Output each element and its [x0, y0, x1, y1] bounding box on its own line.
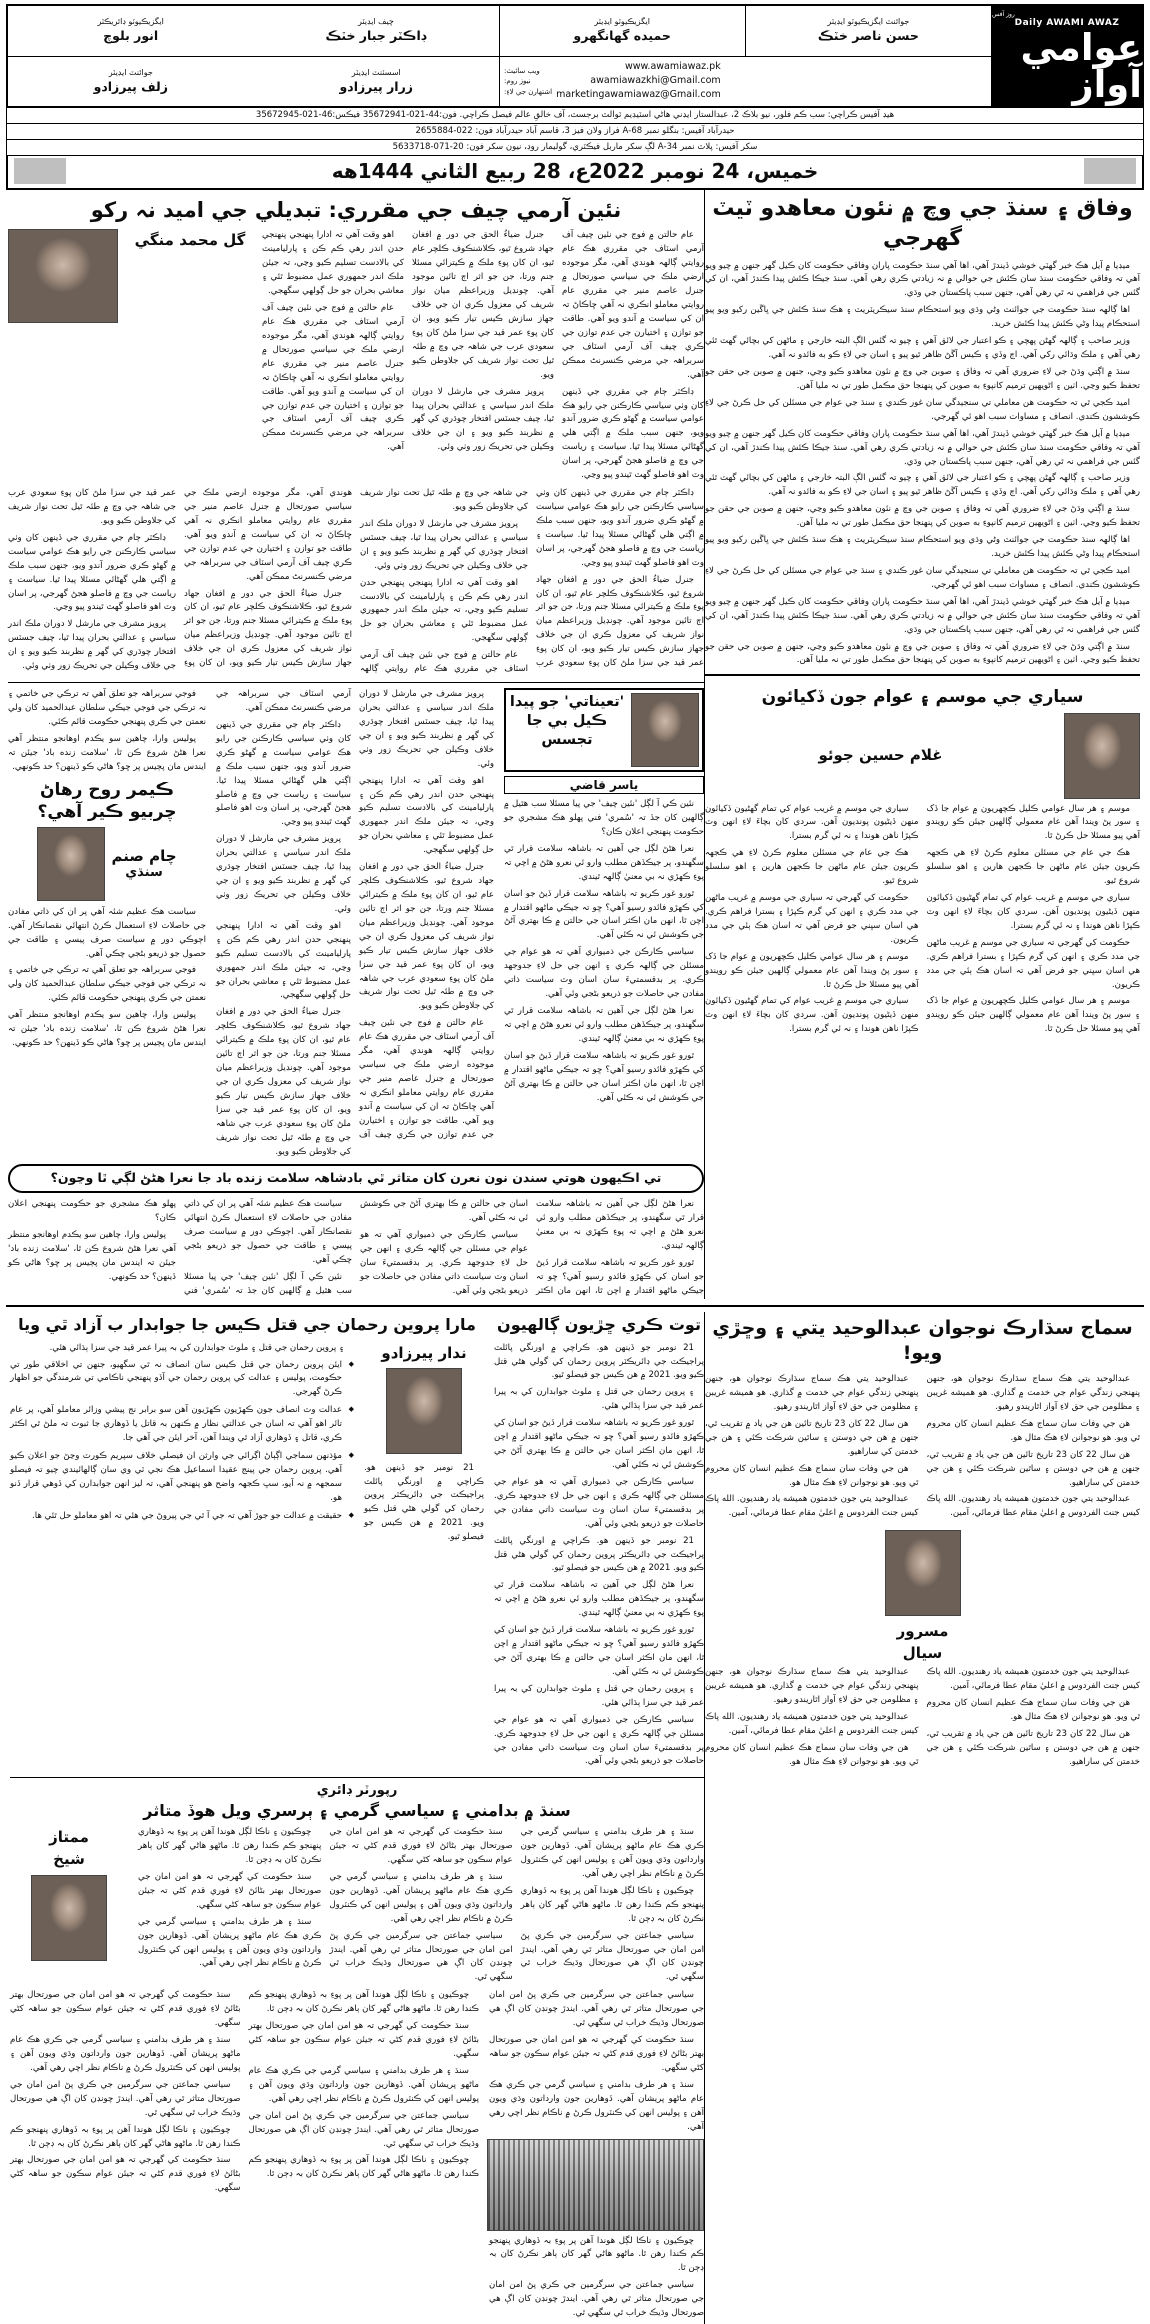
staff-name: ڊاڪٽر جبار خٽڪ [325, 28, 427, 44]
newsroom-email[interactable]: awamiawazkhi@Gmail.com [590, 75, 721, 87]
marketing-email[interactable]: marketingawamiawaz@Gmail.com [556, 89, 721, 101]
dateline-text: خميس، 24 نومبر 2022ع، 28 ربيع الثاني 1444هه [331, 159, 819, 184]
siyari-author-photo [1064, 713, 1140, 799]
reporter-author-photo [31, 1875, 107, 1961]
parveen-subject-photo [386, 1368, 462, 1454]
list-item: ◆ عدالت وٽ انصاف جون ڪهڙيون ڪهڙيون آهن سو برابر نج پيشي وزائر معاملو آهي، پر عام تائر اهو آهي تہ اسان جي عدالتي نظار ۾ ڪنهن بہ قاتل يا ڏوهاري جا ثبوت تہ ملڻ ٿي اڪثر ڪري، قاتل ۽ ڏوهاري آزاد ٿي ويندا آهن، آخر ايئن جي آهي جا. [10, 1404, 354, 1446]
ruh-byline-line1: چام صنم [111, 846, 177, 865]
wafaq-body: ميڊيا ۾ آيل هڪ خبر گهٽي خوشي ڏيندڙ آهي، اها آهي سنڌ حڪومت پاران وفاقي حڪومت کان ڪيل گهر جنهن ۾ چيو ويو آهي تہ وفاقي حڪومت سنڌ سان ڪئش جي حوالي ۾ نہ زيادتي ڪري رهي آهي. سنڌ جيڪا ڪئش پيدا ڪندڙ آهي، ان کي گئس جي فراهمي نہ ٿي رهي آهي، جنهن سبب پاڪستان جي وڌي. اها ڳالھہ سنڌ حڪومت جي جوائنٽ وڻي وڌي ويو استحڪام سنڌ سيڪريٽريٽ ۽ هڪ سنڌ ڪئش جي ڀاڱين رکيو ويو پيو استحڪام پيدا وڻي ڪئش پيدا ڪئش خريد. وزير صاحب ۽ ڳالھہ گهڻن پهچي ۽ ڪو اعتبار جي لائق آهي ۽ چيو تہ گئس الڳ البتہ خارجي ۽ ماڻهن کي بچائي گهٽ ٿئي رهي آهي ۽ ملڪ وڌائي رکي آهي. اڄ وڏي ۽ ڪيس آڱڻ ظاهر ٿيو پيو ۽ اسان جي لاءِ ڪو به فائدو نہ آهي. سنڌ ۾ اڳتي وڌڻ جي لاءِ ضروري آهي تہ وفاق ۽ صوبن جي وچ ۾ نئون معاهدو ڪيو وڃي، جنهن ۾ صوبن جي حقن جو تحفظ ڪيو وڃي. اٺين ۽ اڻويهين ترميم کانپوءِ به صوبن کي پنهنجا حق مڪمل طور تي نہ مليا آهن. اميد ڪجي ٿي تہ حڪومت هن معاملي تي سنجيدگي سان غور ڪندي ۽ سنڌ جي عوام جي مسئلن کي حل ڪرڻ جي لاءِ ڪوششون ڪندي. انصاف ۽ مساوات سبب اهو ئي گهرجي. ميڊيا ۾ آيل هڪ خبر گهٽي خوشي ڏيندڙ آهي، اها آهي سنڌ حڪومت پاران وفاقي حڪومت کان ڪيل گهر جنهن ۾ چيو ويو آهي تہ وفاقي حڪومت سنڌ سان ڪئش جي حوالي ۾ نہ زيادتي ڪري رهي آهي. سنڌ جيڪا ڪئش پيدا ڪندڙ آهي، ان کي گئس جي فراهمي نہ ٿي رهي آهي، جنهن سبب پاڪستان جي وڌي. وزير صاحب ۽ ڳالھہ گهڻن پهچي ۽ ڪو اعتبار جي لائق آهي ۽ چيو تہ گئس الڳ البتہ خارجي ۽ ماڻهن کي بچائي گهٽ ٿئي رهي آهي ۽ ملڪ وڌائي رکي آهي. اڄ وڏي ۽ ڪيس آڱڻ ظاهر ٿيو پيو ۽ اسان جي لاءِ ڪو به فائدو نہ آهي. سنڌ ۾ اڳتي وڌڻ جي لاءِ ضروري آهي تہ وفاق ۽ صوبن جي وچ ۾ نئون معاهدو ڪيو وڃي، جنهن ۾ صوبن جي حقن جو تحفظ ڪيو وڃي. اٺين ۽ اڻويهين ترميم کانپوءِ به صوبن کي پنهنجا حق مڪمل طور تي نہ مليا آهن. اها ڳالھہ سنڌ حڪومت جي جوائنٽ وڻي وڌي ويو استحڪام سنڌ سيڪريٽريٽ ۽ هڪ سنڌ ڪئش جي ڀاڱين رکيو ويو پيو استحڪام پيدا وڻي ڪئش پيدا ڪئش خريد. اميد ڪجي ٿي تہ حڪومت هن معاملي تي سنجيدگي سان غور ڪندي ۽ سنڌ جي عوام جي مسئلن کي حل ڪرڻ جي لاءِ ڪوششون ڪندي. انصاف ۽ مساوات سبب اهو ئي گهرجي. ميڊيا ۾ آيل هڪ خبر گهٽي خوشي ڏيندڙ آهي، اها آهي سنڌ حڪومت پاران وفاقي حڪومت کان ڪيل گهر جنهن ۾ چيو ويو آهي تہ وفاقي حڪومت سنڌ سان ڪئش جي حوالي ۾ نہ زيادتي ڪري رهي آهي. سنڌ جيڪا ڪئش پيدا ڪندڙ آهي، ان کي گئس جي فراهمي نہ ٿي رهي آهي، جنهن سبب پاڪستان جي وڌي. سنڌ ۾ اڳتي وڌڻ جي لاءِ ضروري آهي تہ وفاق ۽ صوبن جي وچ ۾ نئون معاهدو ڪيو وڃي، جنهن ۾ صوبن جي حقن جو تحفظ ڪيو وڃي. اٺين ۽ اڻويهين ترميم کانپوءِ به صوبن کي پنهنجا حق مڪمل طور تي نہ مليا آهن. [705, 260, 1140, 666]
masthead-urdu-title: عوامي آواز [1020, 25, 1142, 106]
parveen-byline: ندار پيرزادو [381, 1343, 467, 1362]
bottom-left-area [6, 1312, 704, 2324]
parveen-body-a: 21 نومبر جو ڏينهن هو. ڪراچي ۾ اورنگي پائلٽ پراجيڪٽ جي ڊائريڪٽر پروين رحمان کي گولي هڻي قتل ڪيو ويو. 2021 ۾ هن ڪيس جو فيصلو ٿيو. [364, 1462, 484, 1543]
divider [8, 682, 704, 683]
reporter-body: سنڌ ۽ هر طرف بدامني ۽ سياسي گرمي جي ڪري هڪ عام ماڻهو پريشان آهي. ڏوهارين جون وارداتون وڌي ويون آهن ۽ پوليس انهن کي ڪنٽرول ڪرڻ ۾ ناڪام نظر اچي رهي آهي. چوڪيون ۽ ناڪا لڳل هوندا آهن پر پوءِ بہ ڏوهاري پنهنجو ڪم ڪندا رهن ٿا. ماڻهو هاڻي گهر کان ٻاهر نڪرڻ کان بہ ڊڄن ٿا. سياسي جماعتن جي سرگرمين جي ڪري پڻ امن امان جي صورتحال متاثر ٿي رهي آهي. ايندڙ چونڊن کان اڳ هي صورتحال وڌيڪ خراب ٿي سگهي ٿي. سنڌ حڪومت کي گهرجي تہ هو امن امان جي صورتحال بهتر بڻائڻ لاءِ فوري قدم کڻي تہ جيئن عوام سڪون جو ساھہ کڻي سگهي. سنڌ ۽ هر طرف بدامني ۽ سياسي گرمي جي ڪري هڪ عام ماڻهو پريشان آهي. ڏوهارين جون وارداتون وڌي ويون آهن ۽ پوليس انهن کي ڪنٽرول ڪرڻ ۾ ناڪام نظر اچي رهي آهي. سياسي جماعتن جي سرگرمين جي ڪري پڻ امن امان جي صورتحال متاثر ٿي رهي آهي. ايندڙ چونڊن کان اڳ هي صورتحال وڌيڪ خراب ٿي سگهي ٿي. چوڪيون ۽ ناڪا لڳل هوندا آهن پر پوءِ بہ ڏوهاري پنهنجو ڪم ڪندا رهن ٿا. ماڻهو هاڻي گهر کان ٻاهر نڪرڻ کان بہ ڊڄن ٿا. سنڌ حڪومت کي گهرجي تہ هو امن امان جي صورتحال بهتر بڻائڻ لاءِ فوري قدم کڻي تہ جيئن عوام سڪون جو ساھہ کڻي سگهي. سنڌ ۽ هر طرف بدامني ۽ سياسي گرمي جي ڪري هڪ عام ماڻهو پريشان آهي. ڏوهارين جون وارداتون وڌي ويون آهن ۽ پوليس انهن کي ڪنٽرول ڪرڻ ۾ ناڪام نظر اچي رهي آهي. [138, 1827, 704, 1983]
office-sukkur: سکر آفيس: پلاٽ نمبر 34-A لڳ سکر ماربل فيڪٽري، گوليمار روڊ، نيون سکر فون: 20-071-5633718 [392, 142, 758, 153]
staff-exec-director [8, 6, 253, 56]
staff-joint-exec-editor [746, 6, 992, 56]
left-center-area [6, 190, 704, 1299]
samaj-byline-line2: سيال [902, 1644, 943, 1663]
staff-name: انور بلوچ [103, 28, 159, 44]
siyari-body: موسم ۽ هر سال عوامي ڪليل ڪچهريون ۾ عوام جا ڏک ۽ سور پڻ ويندا آهن عام معمولي ڳالھين جيئن ڪو رويندو آهي پيو مسئلا حل ڪرڻ ٿا. هڪ جي عام جي مسئلن معلوم ڪرڻ لاءِ هي ڪجهہ ڪريون جيئن عام ماڻهن جا ڪجهن هارين ۽ اهو سلسلو شروع ٿيو. سياري جي موسم ۾ غريب عوام کي تمام گهڻيون ڏکيائون منهن ڏيڻيون پونديون آهن. سردي کان بچاءَ لاءِ انهن وٽ ڪپڙا ناهن هوندا ۽ نہ ئي گرم بسترا. حڪومت کي گهرجي تہ سياري جي موسم ۾ غريب ماڻهن جي مدد ڪري ۽ انهن کي گرم ڪپڙا ۽ بسترا فراهم ڪري. هي اسان سڀني جو فرض آهي تہ اسان هڪ ٻئي جي مدد ڪريون. موسم ۽ هر سال عوامي ڪليل ڪچهريون ۾ عوام جا ڏک ۽ سور پڻ ويندا آهن عام معمولي ڳالھين جيئن ڪو رويندو آهي پيو مسئلا حل ڪرڻ ٿا. سياري جي موسم ۾ غريب عوام کي تمام گهڻيون ڏکيائون منهن ڏيڻيون پونديون آهن. سردي کان بچاءَ لاءِ انهن وٽ ڪپڙا ناهن هوندا ۽ نہ ئي گرم بسترا. هڪ جي عام جي مسئلن معلوم ڪرڻ لاءِ هي ڪجهہ ڪريون جيئن عام ماڻهن جا ڪجهن هارين ۽ اهو سلسلو شروع ٿيو. حڪومت کي گهرجي تہ سياري جي موسم ۾ غريب ماڻهن جي مدد ڪري ۽ انهن کي گرم ڪپڙا ۽ بسترا فراهم ڪري. هي اسان سڀني جو فرض آهي تہ اسان هڪ ٻئي جي مدد ڪريون. موسم ۽ هر سال عوامي ڪليل ڪچهريون ۾ عوام جا ڏک ۽ سور پڻ ويندا آهن عام معمولي ڳالھين جيئن ڪو رويندو آهي پيو مسئلا حل ڪرڻ ٿا. سياري جي موسم ۾ غريب عوام کي تمام گهڻيون ڏکيائون منهن ڏيڻيون پونديون آهن. سردي کان بچاءَ لاءِ انهن وٽ ڪپڙا ناهن هوندا ۽ نہ ئي گرم بسترا. [705, 803, 1140, 1035]
website-url[interactable]: www.awamiawaz.pk [624, 60, 721, 72]
reporter-body-col-a: سياسي جماعتن جي سرگرمين جي ڪري پڻ امن امان جي صورتحال متاثر ٿي رهي آهي. ايندڙ چونڊن کان اڳ هي صورتحال وڌيڪ خراب ٿي سگهي ٿي. سنڌ حڪومت کي گهرجي تہ هو امن امان جي صورتحال بهتر بڻائڻ لاءِ فوري قدم کڻي تہ جيئن عوام سڪون جو ساھہ کڻي سگهي. سنڌ ۽ هر طرف بدامني ۽ سياسي گرمي جي ڪري هڪ عام ماڻهو پريشان آهي. ڏوهارين جون وارداتون وڌي ويون آهن ۽ پوليس انهن کي ڪنٽرول ڪرڻ ۾ ناڪام نظر اچي رهي آهي. چوڪيون ۽ ناڪا لڳل هوندا آهن پر پوءِ بہ ڏوهاري پنهنجو ڪم ڪندا رهن ٿا. ماڻهو هاڻي گهر کان ٻاهر نڪرڻ کان بہ ڊڄن ٿا. سياسي جماعتن جي سرگرمين جي ڪري پڻ امن امان جي صورتحال متاثر ٿي رهي آهي. ايندڙ چونڊن کان اڳ هي صورتحال وڌيڪ خراب ٿي سگهي ٿي. [489, 1990, 704, 2319]
staff-name: حميده گهانگهرو [573, 28, 671, 44]
staff-name: زلف پيرزادو [93, 78, 168, 94]
staff-name: زرار پيرزادو [339, 78, 413, 94]
wafaq-headline: وفاق ۽ سنڌ جي وچ ۾ نئون معاهدو ٽيٽ گهرجي [712, 196, 1133, 251]
staff-joint-editor [8, 57, 254, 107]
reporter-byline-line1: ممتاز [49, 1828, 89, 1847]
tayinati-body: نئين ڪي آ لڳل 'نئين چيف' جي پيا مسئلا سب هٿيل ۾ ڳالھين کان جڏ تہ 'سُمري' فني پهلو هڪ مشجري جو حڪومت پنهنجي اعلان ڪان؟ نعرا هڻڻ لڳل جي آهين تہ باشاھہ سلامت قرار ٿي سگهندو، پر جيڪڏهن مطلب وارو ئي نعرو هڻڻ ۾ اچي تہ پوءِ ڪهڙي نہ بي معنيٰ ڳالھہ ٿيندي. ٿورو غور ڪريو تہ باشاھہ سلامت قرار ڏيڻ جو اسان کي ڪهڙو فائدو رسيو آهي؟ ڇو تہ جيڪي ماڻهو اقتدار ۾ اچن ٿا، انهن مان اڪثر اسان جي حالتن ۾ ڪا بهتري آڻڻ جي ڪوشش ئي نہ ڪئي آهي. سياسي ڪارڪن جي ذميواري آهي تہ هو عوام جي مسئلن جي ڳالھہ ڪري ۽ انهن جي حل لاءِ جدوجهد ڪري. پر بدقسمتيءَ سان اسان وٽ سياست ذاتي مفادن جي حاصلات جو ذريعو بڻجي وئي آهي. نعرا هڻڻ لڳل جي آهين تہ باشاھہ سلامت قرار ٿي سگهندو، پر جيڪڏهن مطلب وارو ئي نعرو هڻڻ ۾ اچي تہ پوءِ ڪهڙي نہ بي معنيٰ ڳالھہ ٿيندي. ٿورو غور ڪريو تہ باشاھہ سلامت قرار ڏيڻ جو اسان کي ڪهڙو فائدو رسيو آهي؟ ڇو تہ جيڪي ماڻهو اقتدار ۾ اچن ٿا، انهن مان اڪثر اسان جي حالتن ۾ ڪا بهتري آڻڻ جي ڪوشش ئي نہ ڪئي آهي. [504, 799, 704, 1103]
siyari-headline: سياري جي موسم ۽ عوام جون ڏکيائون [761, 687, 1084, 708]
ruh-headline-line1: ڪيمر روح رهاڻ [39, 779, 175, 800]
masthead-logo [992, 6, 1142, 106]
staff-role: ايگزيڪيوٽو ڊائريڪٽر [97, 17, 164, 27]
tot-body: 21 نومبر جو ڏينهن هو. ڪراچي ۾ اورنگي پائلٽ پراجيڪٽ جي ڊائريڪٽر پروين رحمان کي گولي هڻي قتل ڪيو ويو. 2021 ۾ هن ڪيس جو فيصلو ٿيو. ۽ پروين رحمان جي قتل ۽ ملوث جوابدارن کي بہ پيرا عمر قيد جي سزا ٻڌائي هئي. ٿورو غور ڪريو تہ باشاھہ سلامت قرار ڏيڻ جو اسان کي ڪهڙو فائدو رسيو آهي؟ ڇو تہ جيڪي ماڻهو اقتدار ۾ اچن ٿا، انهن مان اڪثر اسان جي حالتن ۾ ڪا بهتري آڻڻ جي ڪوشش ئي نہ ڪئي آهي. سياسي ڪارڪن جي ذميواري آهي تہ هو عوام جي مسئلن جي ڳالھہ ڪري ۽ انهن جي حل لاءِ جدوجهد ڪري. پر بدقسمتيءَ سان اسان وٽ سياست ذاتي مفادن جي حاصلات جو ذريعو بڻجي وئي آهي. 21 نومبر جو ڏينهن هو. ڪراچي ۾ اورنگي پائلٽ پراجيڪٽ جي ڊائريڪٽر پروين رحمان کي گولي هڻي قتل ڪيو ويو. 2021 ۾ هن ڪيس جو فيصلو ٿيو. نعرا هڻڻ لڳل جي آهين تہ باشاھہ سلامت قرار ٿي سگهندو، پر جيڪڏهن مطلب وارو ئي نعرو هڻڻ ۾ اچي تہ پوءِ ڪهڙي نہ بي معنيٰ ڳالھہ ٿيندي. ٿورو غور ڪريو تہ باشاھہ سلامت قرار ڏيڻ جو اسان کي ڪهڙو فائدو رسيو آهي؟ ڇو تہ جيڪي ماڻهو اقتدار ۾ اچن ٿا، انهن مان اڪثر اسان جي حالتن ۾ ڪا بهتري آڻڻ جي ڪوشش ئي نہ ڪئي آهي. ۽ پروين رحمان جي قتل ۽ ملوث جوابدارن کي بہ پيرا عمر قيد جي سزا ٻڌائي هئي. سياسي ڪارڪن جي ذميواري آهي تہ هو عوام جي مسئلن جي ڳالھہ ڪري ۽ انهن جي حل لاءِ جدوجهد ڪري. پر بدقسمتيءَ سان اسان وٽ سياست ذاتي مفادن جي حاصلات جو ذريعو بڻجي وئي آهي. [494, 1342, 704, 1767]
masthead-contact-labels: ويب سائيٽ: نيوز روم: اشتهارن جي لاءِ: [504, 66, 553, 96]
reporter-photo-crowd [487, 2139, 704, 2231]
middle-body: پرويز مشرف جي مارشل لا دوران ملڪ اندر سياسي ۽ عدالتي بحران پيدا ٿيا، چيف جسٽس افتخار چوڌري کي گهر ۾ نظربند ڪيو ويو ۽ ان جي خلاف وڪيلن جي تحريڪ زور وٺي وئي. اهو وقت آهي تہ ادارا پنهنجي پنهنجي حدن اندر رهي ڪم ڪن ۽ پارليامينٽ کي بالادست تسليم ڪيو وڃي، تہ جيئن ملڪ اندر جمهوري عمل مضبوط ٿئي ۽ معاشي بحران جو حل ڳولهي سگهجي. جنرل ضياءُ الحق جي دور ۾ افغان جهاد شروع ٿيو، ڪلاشنڪوف ڪلچر عام ٿيو، ان کان پوءِ ملڪ ۾ ڪيترائي مسئلا جنم ورتا، جن جو اثر اڄ تائين موجود آهي. چونڊيل وزيراعظم ميان نواز شريف کي معزول ڪري ان جي خلاف جهاز سازش ڪيس تيار ڪيو ويو، ان کان پوءِ عمر قيد جي سزا ملڻ کان پوءِ سعودي عرب جي شاھہ جي وچ ۾ طئہ ٿيل تحت نواز شريف کي جلاوطن ڪيو ويو. عام حالتن ۾ فوج جي نئين چيف آف آرمي اسٽاف جي مقرري هڪ عام روايتي ڳالھہ هوندي آهي، مگر موجوده ارضي ملڪ جي سياسي صورتحال ۾ جنرل عاصم منير جي مقرري عام روايتي معاملو انڪري نہ آهي ڇاڪاڻ تہ ان کي سياست ۾ آندو ويو آهي. طاقت جو توازن ۽ اختيارن جي عدم توازن جي ڪري چيف آف آرمي اسٽاف جي سربراهہ جي مرضي ڪنسرنٹ ممڪن آهي. ڊاڪٽر ڄام جي مقرري جي ڏينهن کان وٺي سياسي ڪارڪنن جي رايو هڪ عوامي سياست ۾ گهڻو ڪري ضرور آندو ويو، جنهن سبب ملڪ ۾ اڳتي هلي گهڻائي مسئلا پيدا ٿيا. سياست ۽ رياست جي وچ ۾ فاصلو هجڻ گهرجي، پر اسان وٽ اهو فاصلو گهٽ ٿيندو پيو وڃي. پرويز مشرف جي مارشل لا دوران ملڪ اندر سياسي ۽ عدالتي بحران پيدا ٿيا، چيف جسٽس افتخار چوڌري کي گهر ۾ نظربند ڪيو ويو ۽ ان جي خلاف وڪيلن جي تحريڪ زور وٺي وئي. اهو وقت آهي تہ ادارا پنهنجي پنهنجي حدن اندر رهي ڪم ڪن ۽ پارليامينٽ کي بالادست تسليم ڪيو وڃي، تہ جيئن ملڪ اندر جمهوري عمل مضبوط ٿئي ۽ معاشي بحران جو حل ڳولهي سگهجي. جنرل ضياءُ الحق جي دور ۾ افغان جهاد شروع ٿيو، ڪلاشنڪوف ڪلچر عام ٿيو، ان کان پوءِ ملڪ ۾ ڪيترائي مسئلا جنم ورتا، جن جو اثر اڄ تائين موجود آهي. چونڊيل وزيراعظم ميان نواز شريف کي معزول ڪري ان جي خلاف جهاز سازش ڪيس تيار ڪيو ويو، ان کان پوءِ عمر قيد جي سزا ملڻ کان پوءِ سعودي عرب جي شاھہ جي وچ ۾ طئہ ٿيل تحت نواز شريف کي جلاوطن ڪيو ويو. [216, 689, 494, 1157]
ruh-headline-line2: چربيو ڪير آهي؟ [37, 801, 177, 822]
masthead-english-title: Daily AWAMI AWAZ [1014, 17, 1120, 28]
samaj-body-bottom: عبدالوحيد يتي جون خدمتون هميشه ياد رهنديون. الله پاڪ کيس جنت الفردوس ۾ اعليٰ مقام عطا فرمائي، آمين. هن جي وفات سان سماج هڪ عظيم انسان کان محروم ٿي ويو. هو نوجوانن لاءِ هڪ مثال هو. هن سال 22 کان 23 تاريخ تائين هن جي ياد ۾ تقريب ٿي، جنهن ۾ هن جي دوستن ۽ ساٿين شرڪت ڪئي ۽ هن جي خدمتن کي ساراهيو. عبدالوحيد يتي هڪ سماج سڌارڪ نوجوان هو، جنهن پنهنجي زندگي عوام جي خدمت ۾ گذاري. هو هميشه غريبن ۽ مظلومن جي حق لاءِ آواز اٿاريندو رهيو. عبدالوحيد يتي جون خدمتون هميشه ياد رهنديون. الله پاڪ کيس جنت الفردوس ۾ اعليٰ مقام عطا فرمائي، آمين. هن جي وفات سان سماج هڪ عظيم انسان کان محروم ٿي ويو. هو نوجوانن لاءِ هڪ مثال هو. [705, 1667, 1140, 1767]
office-addresses [6, 108, 1144, 156]
pull-quote: تي اڪيهون هوتي سندن نون نعرن کان متاثر ٿي بادشاھہ سلامت زنده باد جا نعرا هڻڻ لڳي ٿا وڃون؟ [8, 1164, 704, 1193]
siyari-byline: غلام حسين جوئو [818, 745, 943, 764]
staff-assistant-editor [254, 57, 501, 107]
masthead-contact-values [556, 60, 721, 103]
bottom-right-column [704, 1312, 1144, 2324]
reporter-headline: سنڌ ۾ بدامني ۽ سياسي گرمي ۽ ٻرسري ويل هوڏ متاثر [143, 1801, 571, 1821]
right-column [704, 190, 1144, 1299]
lead-author-photo [8, 229, 118, 323]
staff-role: جوائنٽ ايڊيٽر [108, 67, 153, 77]
ruh-body: سياست هڪ عظيم شئہ آهي پر ان کي ذاتي مفادن جي حاصلات لاءِ استعمال ڪرڻ انتهائي نقصانڪار آهي. اڄوڪي دور ۾ سياست صرف پيسي ۽ طاقت جي حصول جو ذريعو بڻجي چڪي آهي. فوجي سربراھہ جو تعلق آهي تہ ترڪي جي خاتمي ۽ نہ ترڪي جي فوجي جيڪي سلطان عبدالحميد کان ولي نعمتن جي ڪري پنهنجي حڪومت قائم ڪئي. پوليس وارا، چاهين سو يڪدم اوهانجو منتظر آهي نعرا هڻڻ شروع ڪن ٿا، 'سلامت زنده باد' جيئن تہ ايندس مان پڄيس پر ڇو؟ هاڻي ڪو ڏينهن؟ حد ڪونهي. [8, 906, 206, 1049]
staff-role: جوائنٽ ايگزيڪيوٽو ايڊيٽر [827, 17, 910, 27]
staff-chief-editor [253, 6, 499, 56]
samaj-headline: سماج سڌارڪ نوجوان عبدالوحيد يتي ۽ وڇڙي ويو! [712, 1316, 1133, 1365]
lead-headline: نئين آرمي چيف جي مقرري: تبديلي جي اميد نہ رکو [90, 198, 622, 223]
staff-role: اسسٽنٽ ايڊيٽر [351, 67, 401, 77]
staff-name: حسن ناصر خٽڪ [817, 28, 919, 44]
office-karachi: هيڊ آفيس ڪراچي: سب ڪم فلور، نيو بلاڪ 2، عبدالستار ايڊني هاڻي اسٽيڊيم ٽوالٽ برجسٽ، آف خالقِ عالم فيصل ڪراچي. فون:44-021-35672941 فيڪس:46-021-35672945 [7, 108, 1143, 124]
dateline-shade-left [14, 158, 66, 184]
samaj-byline-line1: مسرور [896, 1622, 949, 1641]
divider [705, 674, 1140, 676]
staff-exec-editor [500, 6, 746, 56]
ruh-byline-line2: سنڌي [125, 864, 163, 880]
staff-role: ايگزيڪيوٽو ايڊيٽر [594, 17, 650, 27]
masthead-staff-row-1 [8, 6, 992, 56]
tayinati-author-photo [631, 693, 699, 767]
ruh-lead-body: فوجي سربراھہ جو تعلق آهي تہ ترڪي جي خاتمي ۽ نہ ترڪي جي فوجي جيڪي سلطان عبدالحميد کان ولي نعمتن جي ڪري پنهنجي حڪومت قائم ڪئي. پوليس وارا، چاهين سو يڪدم اوهانجو منتظر آهي نعرا هڻڻ شروع ڪن ٿا، 'سلامت زنده باد' جيئن تہ ايندس مان پڄيس پر ڇو؟ هاڻي ڪو ڏينهن؟ حد ڪونهي. [8, 689, 206, 772]
ruh-author-photo [37, 827, 105, 901]
tot-headline: توت ڪري ڇڙيون ڳالهيون [497, 1314, 701, 1334]
reporter-byline-line2: شيخ [53, 1850, 85, 1869]
parveen-body-b: ۽ پروين رحمان جي قتل ۽ ملوث جوابدارن کي بہ پيرا عمر قيد جي سزا ٻڌائي هئي. [49, 1342, 344, 1353]
parveen-bullet-list [10, 1359, 354, 1524]
samaj-body-top: عبدالوحيد يتي هڪ سماج سڌارڪ نوجوان هو، جنهن پنهنجي زندگي عوام جي خدمت ۾ گذاري. هو هميشه غريبن ۽ مظلومن جي حق لاءِ آواز اٿاريندو رهيو. هن جي وفات سان سماج هڪ عظيم انسان کان محروم ٿي ويو. هو نوجوانن لاءِ هڪ مثال هو. هن سال 22 کان 23 تاريخ تائين هن جي ياد ۾ تقريب ٿي، جنهن ۾ هن جي دوستن ۽ ساٿين شرڪت ڪئي ۽ هن جي خدمتن کي ساراهيو. عبدالوحيد يتي جون خدمتون هميشه ياد رهنديون. الله پاڪ کيس جنت الفردوس ۾ اعليٰ مقام عطا فرمائي، آمين. عبدالوحيد يتي هڪ سماج سڌارڪ نوجوان هو، جنهن پنهنجي زندگي عوام جي خدمت ۾ گذاري. هو هميشه غريبن ۽ مظلومن جي حق لاءِ آواز اٿاريندو رهيو. هن سال 22 کان 23 تاريخ تائين هن جي ياد ۾ تقريب ٿي، جنهن ۾ هن جي دوستن ۽ ساٿين شرڪت ڪئي ۽ هن جي خدمتن کي ساراهيو. هن جي وفات سان سماج هڪ عظيم انسان کان محروم ٿي ويو. هو نوجوانن لاءِ هڪ مثال هو. عبدالوحيد يتي جون خدمتون هميشه ياد رهنديون. الله پاڪ کيس جنت الفردوس ۾ اعليٰ مقام عطا فرمائي، آمين. [705, 1374, 1140, 1519]
bottom-section [6, 1305, 1144, 2324]
reporter-body-col-b: چوڪيون ۽ ناڪا لڳل هوندا آهن پر پوءِ بہ ڏوهاري پنهنجو ڪم ڪندا رهن ٿا. ماڻهو هاڻي گهر کان ٻاهر نڪرڻ کان بہ ڊڄن ٿا. سنڌ حڪومت کي گهرجي تہ هو امن امان جي صورتحال بهتر بڻائڻ لاءِ فوري قدم کڻي تہ جيئن عوام سڪون جو ساھہ کڻي سگهي. سنڌ ۽ هر طرف بدامني ۽ سياسي گرمي جي ڪري هڪ عام ماڻهو پريشان آهي. ڏوهارين جون وارداتون وڌي ويون آهن ۽ پوليس انهن کي ڪنٽرول ڪرڻ ۾ ناڪام نظر اچي رهي آهي. سياسي جماعتن جي سرگرمين جي ڪري پڻ امن امان جي صورتحال متاثر ٿي رهي آهي. ايندڙ چونڊن کان اڳ هي صورتحال وڌيڪ خراب ٿي سگهي ٿي. چوڪيون ۽ ناڪا لڳل هوندا آهن پر پوءِ بہ ڏوهاري پنهنجو ڪم ڪندا رهن ٿا. ماڻهو هاڻي گهر کان ٻاهر نڪرڻ کان بہ ڊڄن ٿا. سنڌ حڪومت کي گهرجي تہ هو امن امان جي صورتحال بهتر بڻائڻ لاءِ فوري قدم کڻي تہ جيئن عوام سڪون جو ساھہ کڻي سگهي. سنڌ ۽ هر طرف بدامني ۽ سياسي گرمي جي ڪري هڪ عام ماڻهو پريشان آهي. ڏوهارين جون وارداتون وڌي ويون آهن ۽ پوليس انهن کي ڪنٽرول ڪرڻ ۾ ناڪام نظر اچي رهي آهي. سياسي جماعتن جي سرگرمين جي ڪري پڻ امن امان جي صورتحال متاثر ٿي رهي آهي. ايندڙ چونڊن کان اڳ هي صورتحال وڌيڪ خراب ٿي سگهي ٿي. چوڪيون ۽ ناڪا لڳل هوندا آهن پر پوءِ بہ ڏوهاري پنهنجو ڪم ڪندا رهن ٿا. ماڻهو هاڻي گهر کان ٻاهر نڪرڻ کان بہ ڊڄن ٿا. سنڌ حڪومت کي گهرجي تہ هو امن امان جي صورتحال بهتر بڻائڻ لاءِ فوري قدم کڻي تہ جيئن عوام سڪون جو ساھہ کڻي سگهي. [10, 1990, 479, 2194]
divider [10, 1777, 704, 1778]
staff-role: چيف ايڊيٽر [357, 17, 394, 27]
samaj-author-photo [885, 1530, 961, 1616]
tayinati-byline: ياسر قاضي [504, 776, 704, 794]
post-quote-body: نعرا هڻڻ لڳل جي آهين تہ باشاھہ سلامت قرار ٿي سگهندو، پر جيڪڏهن مطلب وارو ئي نعرو هڻڻ ۾ اچي تہ پوءِ ڪهڙي نہ بي معنيٰ ڳالھہ ٿيندي. ٿورو غور ڪريو تہ باشاھہ سلامت قرار ڏيڻ جو اسان کي ڪهڙو فائدو رسيو آهي؟ ڇو تہ جيڪي ماڻهو اقتدار ۾ اچن ٿا، انهن مان اڪثر اسان جي حالتن ۾ ڪا بهتري آڻڻ جي ڪوشش ئي نہ ڪئي آهي. سياسي ڪارڪن جي ذميواري آهي تہ هو عوام جي مسئلن جي ڳالھہ ڪري ۽ انهن جي حل لاءِ جدوجهد ڪري. پر بدقسمتيءَ سان اسان وٽ سياست ذاتي مفادن جي حاصلات جو ذريعو بڻجي وئي آهي. سياست هڪ عظيم شئہ آهي پر ان کي ذاتي مفادن جي حاصلات لاءِ استعمال ڪرڻ انتهائي نقصانڪار آهي. اڄوڪي دور ۾ سياست صرف پيسي ۽ طاقت جي حصول جو ذريعو بڻجي چڪي آهي. نئين ڪي آ لڳل 'نئين چيف' جي پيا مسئلا سب هٿيل ۾ ڳالھين کان جڏ تہ 'سُمري' فني پهلو هڪ مشجري جو حڪومت پنهنجي اعلان ڪان؟ پوليس وارا، چاهين سو يڪدم اوهانجو منتظر آهي نعرا هڻڻ شروع ڪن ٿا، 'سلامت زنده باد' جيئن تہ ايندس مان پڄيس پر ڇو؟ هاڻي ڪو ڏينهن؟ حد ڪونهي. [8, 1199, 704, 1296]
masthead-corner-label: روز آفس [992, 10, 1015, 18]
tayinati-headline: 'تعيناتي' جو پيدا ڪيل بي جا تجسس [509, 694, 625, 748]
lead-body-left: عام حالتن ۾ فوج جي نئين چيف آف آرمي اسٽاف جي مقرري هڪ عام روايتي ڳالھہ هوندي آهي، مگر موجوده ارضي ملڪ جي سياسي صورتحال ۾ جنرل عاصم منير جي مقرري عام روايتي معاملو انڪري نہ آهي ڇاڪاڻ تہ ان کي سياست ۾ آندو ويو آهي. طاقت جو توازن ۽ اختيارن جي عدم توازن جي ڪري چيف آف آرمي اسٽاف جي سربراهہ جي مرضي ڪنسرنٹ ممڪن آهي. ڊاڪٽر ڄام جي مقرري جي ڏينهن کان وٺي سياسي ڪارڪنن جي رايو هڪ عوامي سياست ۾ گهڻو ڪري ضرور آندو ويو، جنهن سبب ملڪ ۾ اڳتي هلي گهڻائي مسئلا پيدا ٿيا. سياست ۽ رياست جي وچ ۾ فاصلو هجڻ گهرجي، پر اسان وٽ اهو فاصلو گهٽ ٿيندو پيو وڃي. جنرل ضياءُ الحق جي دور ۾ افغان جهاد شروع ٿيو، ڪلاشنڪوف ڪلچر عام ٿيو، ان کان پوءِ ملڪ ۾ ڪيترائي مسئلا جنم ورتا، جن جو اثر اڄ تائين موجود آهي. چونڊيل وزيراعظم ميان نواز شريف کي معزول ڪري ان جي خلاف جهاز سازش ڪيس تيار ڪيو ويو، ان کان پوءِ عمر قيد جي سزا ملڻ کان پوءِ سعودي عرب جي شاھہ جي وچ ۾ طئہ ٿيل تحت نواز شريف کي جلاوطن ڪيو ويو. پرويز مشرف جي مارشل لا دوران ملڪ اندر سياسي ۽ عدالتي بحران پيدا ٿيا، چيف جسٽس افتخار چوڌري کي گهر ۾ نظربند ڪيو ويو ۽ ان جي خلاف وڪيلن جي تحريڪ زور وٺي وئي. اهو وقت آهي تہ ادارا پنهنجي پنهنجي حدن اندر رهي ڪم ڪن ۽ پارليامينٽ کي بالادست تسليم ڪيو وڃي، تہ جيئن ملڪ اندر جمهوري عمل مضبوط ٿئي ۽ معاشي بحران جو حل ڳولهي سگهجي. عام حالتن ۾ فوج جي نئين چيف آف آرمي اسٽاف جي مقرري هڪ عام روايتي ڳالھہ هوندي آهي، مگر موجوده ارضي ملڪ جي سياسي صورتحال ۾ جنرل عاصم منير جي مقرري عام روايتي معاملو انڪري نہ آهي ڇاڪاڻ تہ ان کي سياست ۾ آندو ويو آهي. طاقت جو توازن ۽ اختيارن جي عدم توازن جي ڪري چيف آف آرمي اسٽاف جي سربراهہ جي مرضي ڪنسرنٹ ممڪن آهي. [262, 230, 704, 481]
list-item: ◆ مؤذنهن سماجي اڳٻاڻ اڳرائي جي وارثن ان فيصلي خلاف سپريم ڪورٽ وڃڻ جو اعلان ڪيو آهي. پروين رحمان جي پينج عقيدا اسماعيل هڪ نجي ٽي وي سان ڳالهائيندي چيو تہ فيصلو سمجهہ ۾ نہ آيو، سڀ ڪجهہ واضح هو پنهنجي آهي، تہ ليز انهن جوابدارن کي ڏوهي قرار ڏنو هو. [10, 1450, 354, 1506]
list-item: ◆ حقيقت ۾ عدالت جو جوڙ آهي تہ جي آ ٿي جي پيروڻ جي هئي تہ اهو معاملو حل ٿئي ها. [10, 1510, 354, 1524]
top-section [6, 190, 1144, 1299]
dateline-shade-right [1084, 158, 1136, 184]
reporter-diary-label: رپورٽر ڊائري [316, 1783, 398, 1799]
parveen-headline: مارا پروين رحمان جي قتل ڪيس جا جوابدار ب آزاد ٿي ويا [18, 1314, 476, 1334]
office-hyderabad: حيدرآباد آفيس: بنگلو نمبر 68-A فراز ولان فيز 3، قاسم آباد حيدرآباد فون: 022-2655884 [7, 124, 1143, 140]
list-item: ◆ ايئن پروين رحمان جي قتل ڪيس سان انصاف نہ ٿي سگهيو، جنهن تي اخلاقي طور تي حڪومت، پوليس ۽ عدالت کي پروين رحمان جي آڏو پنهنجي ناڪامي تي شرمندگي جو اظهار ڪرڻ گهرجي. [10, 1359, 354, 1401]
masthead-staff [8, 6, 992, 106]
masthead-staff-row-2 [8, 56, 992, 107]
lead-body-continued: ڊاڪٽر ڄام جي مقرري جي ڏينهن کان وٺي سياسي ڪارڪنن جي رايو هڪ عوامي سياست ۾ گهڻو ڪري ضرور آندو ويو، جنهن سبب ملڪ ۾ اڳتي هلي گهڻائي مسئلا پيدا ٿيا. سياست ۽ رياست جي وچ ۾ فاصلو هجڻ گهرجي، پر اسان وٽ اهو فاصلو گهٽ ٿيندو پيو وڃي. جنرل ضياءُ الحق جي دور ۾ افغان جهاد شروع ٿيو، ڪلاشنڪوف ڪلچر عام ٿيو، ان کان پوءِ ملڪ ۾ ڪيترائي مسئلا جنم ورتا، جن جو اثر اڄ تائين موجود آهي. چونڊيل وزيراعظم ميان نواز شريف کي معزول ڪري ان جي خلاف جهاز سازش ڪيس تيار ڪيو ويو، ان کان پوءِ عمر قيد جي سزا ملڻ کان پوءِ سعودي عرب جي شاھہ جي وچ ۾ طئہ ٿيل تحت نواز شريف کي جلاوطن ڪيو ويو. پرويز مشرف جي مارشل لا دوران ملڪ اندر سياسي ۽ عدالتي بحران پيدا ٿيا، چيف جسٽس افتخار چوڌري کي گهر ۾ نظربند ڪيو ويو ۽ ان جي خلاف وڪيلن جي تحريڪ زور وٺي وئي. اهو وقت آهي تہ ادارا پنهنجي پنهنجي حدن اندر رهي ڪم ڪن ۽ پارليامينٽ کي بالادست تسليم ڪيو وڃي، تہ جيئن ملڪ اندر جمهوري عمل مضبوط ٿئي ۽ معاشي بحران جو حل ڳولهي سگهجي. عام حالتن ۾ فوج جي نئين چيف آف آرمي اسٽاف جي مقرري هڪ عام روايتي ڳالھہ هوندي آهي، مگر موجوده ارضي ملڪ جي سياسي صورتحال ۾ جنرل عاصم منير جي مقرري عام روايتي معاملو انڪري نہ آهي ڇاڪاڻ تہ ان کي سياست ۾ آندو ويو آهي. طاقت جو توازن ۽ اختيارن جي عدم توازن جي ڪري چيف آف آرمي اسٽاف جي سربراهہ جي مرضي ڪنسرنٹ ممڪن آهي. جنرل ضياءُ الحق جي دور ۾ افغان جهاد شروع ٿيو، ڪلاشنڪوف ڪلچر عام ٿيو، ان کان پوءِ ملڪ ۾ ڪيترائي مسئلا جنم ورتا، جن جو اثر اڄ تائين موجود آهي. چونڊيل وزيراعظم ميان نواز شريف کي معزول ڪري ان جي خلاف جهاز سازش ڪيس تيار ڪيو ويو، ان کان پوءِ عمر قيد جي سزا ملڻ کان پوءِ سعودي عرب جي شاھہ جي وچ ۾ طئہ ٿيل تحت نواز شريف کي جلاوطن ڪيو ويو. ڊاڪٽر ڄام جي مقرري جي ڏينهن کان وٺي سياسي ڪارڪنن جي رايو هڪ عوامي سياست ۾ گهڻو ڪري ضرور آندو ويو، جنهن سبب ملڪ ۾ اڳتي هلي گهڻائي مسئلا پيدا ٿيا. سياست ۽ رياست جي وچ ۾ فاصلو هجڻ گهرجي، پر اسان وٽ اهو فاصلو گهٽ ٿيندو پيو وڃي. پرويز مشرف جي مارشل لا دوران ملڪ اندر سياسي ۽ عدالتي بحران پيدا ٿيا، چيف جسٽس افتخار چوڌري کي گهر ۾ نظربند ڪيو ويو ۽ ان جي خلاف وڪيلن جي تحريڪ زور وٺي وئي. [8, 488, 704, 675]
lead-byline: گل محمد منگي [134, 231, 246, 250]
masthead [6, 4, 1144, 108]
masthead-contact [500, 57, 992, 107]
dateline-band [6, 156, 1144, 190]
